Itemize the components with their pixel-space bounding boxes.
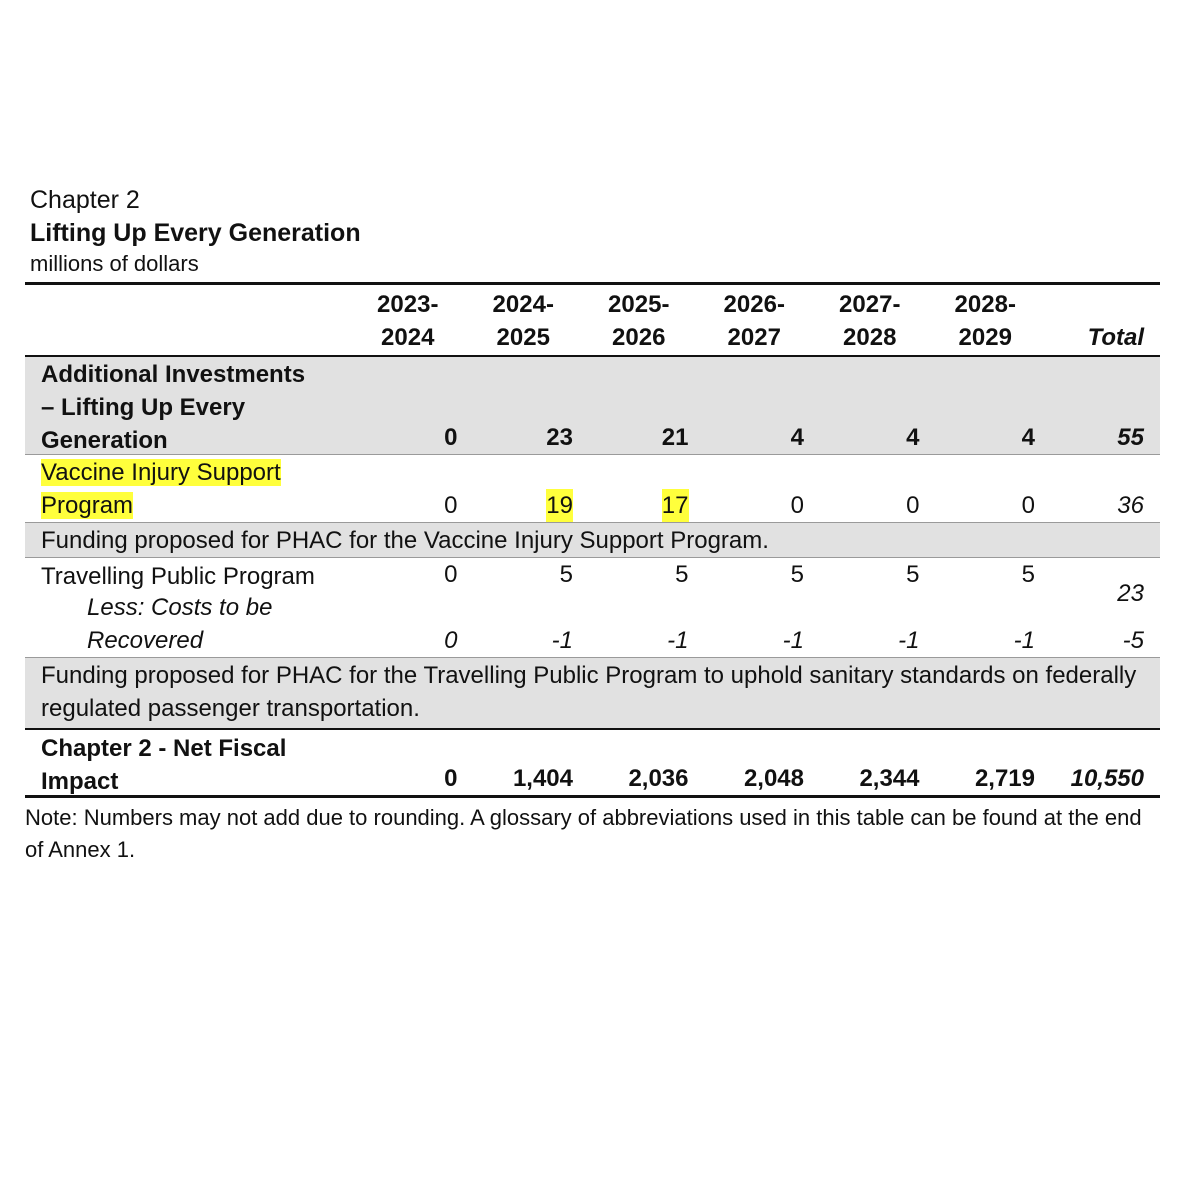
cell-value: 0 [790,492,804,519]
row-label: Vaccine Injury Support Program [41,459,281,519]
cell-value: -1 [1013,627,1035,654]
table-note: Note: Numbers may not add due to rounding. A glossary of abbreviations used in this table can be found at the end of Annex 1. [25,805,1142,862]
cell-value: 4 [906,424,920,451]
row-description: Funding proposed for PHAC for the Travelling Public Program to uphold sanitary standards on federally regulated passenger transportation. [41,662,1137,722]
table-row-travelling [25,558,1160,607]
table-row-section-total [25,355,1160,455]
cell-value: 5 [559,561,573,588]
cell-value: 0 [444,765,458,792]
cell-value: 0 [444,424,458,451]
col-header-2026: 2026- 2027 [723,291,785,351]
row-label: Less: Costs to be Recovered [87,594,273,654]
cell-value: 0 [444,627,458,654]
cell-value: 2,719 [974,765,1035,792]
cell-value: 0 [444,561,458,588]
cell-value: 21 [661,424,689,451]
cell-value: -1 [667,627,689,654]
cell-total: 10,550 [1070,765,1144,792]
cell-value: 19 [466,456,582,522]
col-header-2025: 2025- 2026 [608,291,670,351]
cell-value: 0 [444,492,458,519]
cell-value: -1 [551,627,573,654]
cell-value: 1,404 [512,765,573,792]
table-row-travelling-description [25,658,1160,728]
cell-value: 23 [546,424,573,451]
cell-value: 5 [906,561,920,588]
row-label: Travelling Public Program [41,563,315,590]
cell-value: -1 [782,627,804,654]
cell-value: -1 [898,627,920,654]
col-header-total: Total [1087,324,1144,351]
table-title: Lifting Up Every Generation [30,219,361,247]
cell-total: 55 [1117,424,1144,451]
chapter-label: Chapter 2 [30,186,140,214]
row-description: Funding proposed for PHAC for the Vaccine Injury Support Program. [41,527,769,554]
cell-value: 5 [790,561,804,588]
cell-value: 5 [675,561,689,588]
cell-value: 0 [1021,492,1035,519]
cell-value: 4 [790,424,804,451]
cell-value: 0 [906,492,920,519]
col-header-2023: 2023- 2024 [377,291,439,351]
col-header-2024: 2024- 2025 [492,291,554,351]
cell-value: 5 [1021,561,1035,588]
cell-value: 2,344 [859,765,920,792]
table-row-net-fiscal-impact [25,728,1160,798]
cell-value: 2,048 [743,765,804,792]
cell-total: -5 [1122,627,1144,654]
units-label: millions of dollars [30,251,199,276]
cell-total: 36 [1117,492,1144,519]
col-header-2028: 2028- 2029 [954,291,1016,351]
table-header-row [25,285,1160,355]
header-blank [25,285,350,355]
table-row-less-costs [25,591,1160,658]
row-label: Chapter 2 - Net Fiscal Impact [41,735,287,795]
budget-table-page [25,184,1160,866]
cell-total: 23 [1117,580,1144,607]
cell-value: 4 [1021,424,1035,451]
row-label: Additional Investments – Lifting Up Every Generation [41,361,306,454]
cell-value: 17 [581,456,697,522]
col-header-2027: 2027- 2028 [839,291,901,351]
table-row-vaccine [25,455,1160,523]
table-row-vaccine-description [25,523,1160,558]
cell-value: 2,036 [628,765,689,792]
